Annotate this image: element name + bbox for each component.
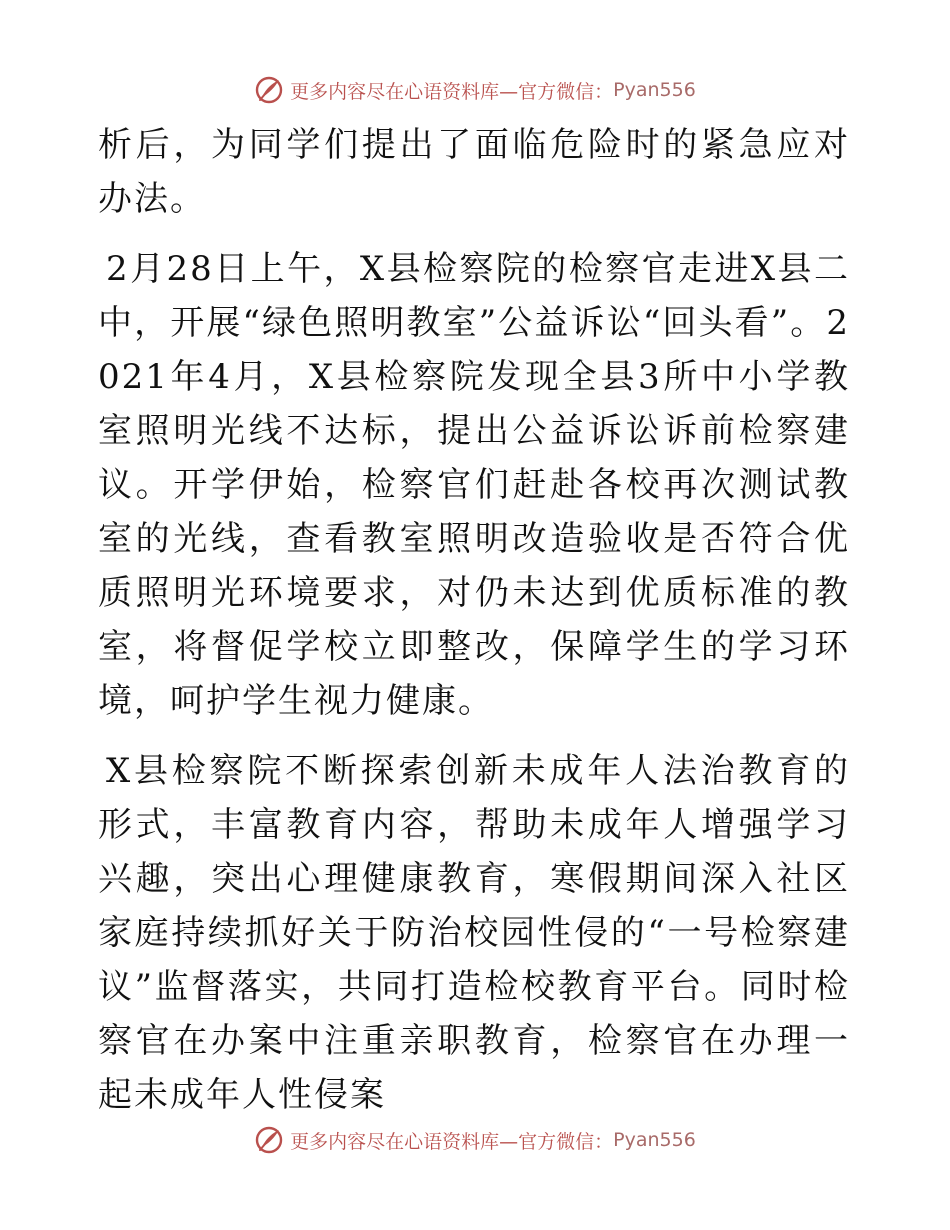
header-watermark — [0, 70, 950, 110]
watermark-text: 更多内容尽在心语资料库—官方微信： — [290, 80, 614, 103]
paragraph-2: 2月28日上午，X县检察院的检察官走进X县二中，开展“绿色照明教室”公益诉讼“回头看”。2021年4月，X县检察院发现全县3所中小学教室照明光线不达标，提出公益诉讼诉前检察建议。开学伊始，检察官们赶赴各校再次测试教室的光线，查看教室照明改造验收是否符合优质照明光环境要求，对仍未达到优质标准的教室，将督促学校立即整改，保障学生的学习环境，呵护学生视力健康。 — [98, 249, 850, 721]
quill-logo-icon — [254, 75, 284, 105]
watermark-contact: Pyan556 — [613, 1129, 696, 1151]
paragraph-3: X县检察院不断探索创新未成年人法治教育的形式，丰富教育内容，帮助未成年人增强学习兴趣，突出心理健康教育，寒假期间深入社区家庭持续抓好关于防治校园性侵的“一号检察建议”监督落实，共同打造检校教育平台。同时检察官在办案中注重亲职教育，检察官在办理一起未成年人性侵案 — [98, 751, 850, 1115]
footer-watermark — [0, 1120, 950, 1160]
document-body — [98, 118, 850, 1122]
quill-logo-icon — [254, 1125, 284, 1155]
paragraph-1: 析后，为同学们提出了面临危险时的紧急应对办法。 — [98, 125, 850, 219]
watermark-contact: Pyan556 — [613, 79, 696, 101]
watermark-text: 更多内容尽在心语资料库—官方微信： — [290, 1130, 614, 1153]
